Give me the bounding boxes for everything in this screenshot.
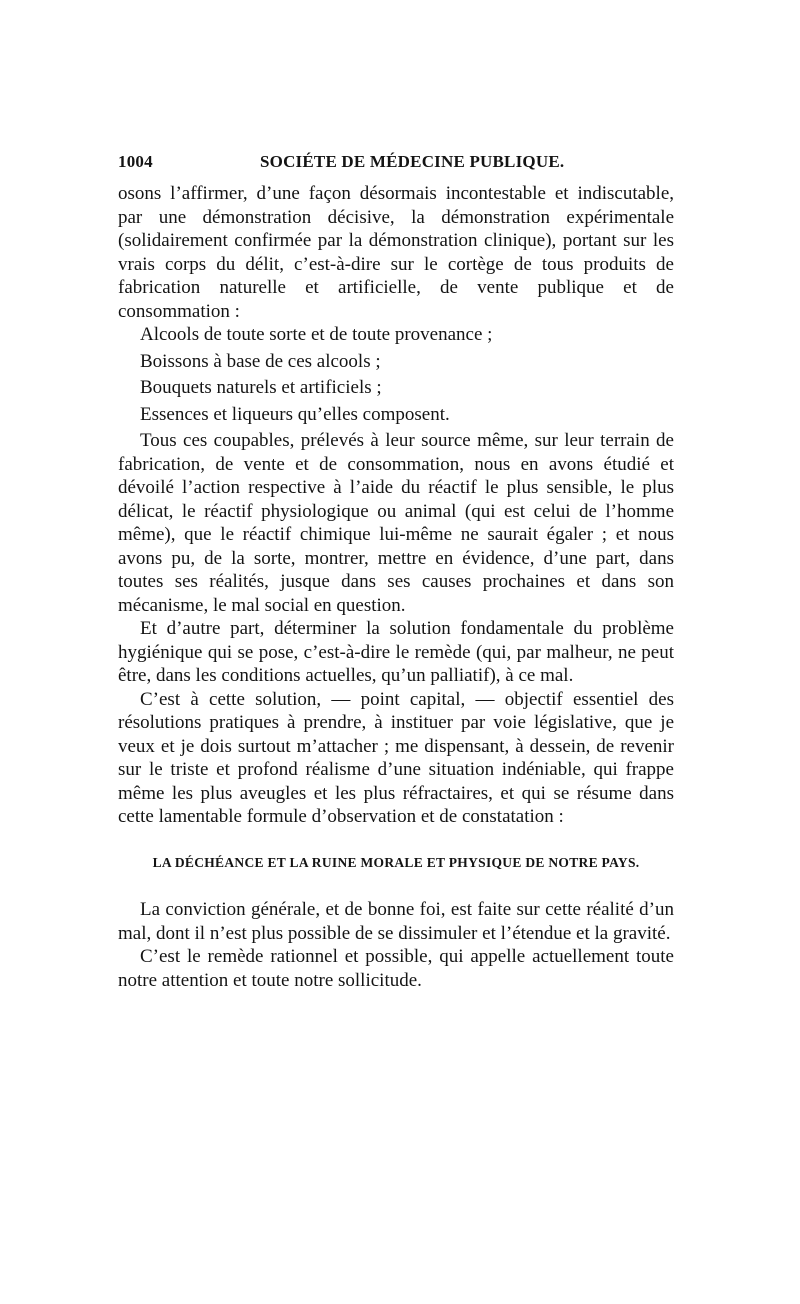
book-page: [118, 148, 674, 992]
list-item: Alcools de toute sorte et de toute provenance ;: [140, 324, 493, 345]
paragraph: Et d’autre part, déterminer la solution fondamentale du problème hygiénique qui se pose, c’est-à-dire le remède (qui, par malheur, ne peut être, dans les conditions actuelles, qu’un palliatif), à ce mal.: [118, 618, 674, 686]
paragraph: C’est le remède rationnel et possible, qui appelle actuellement toute notre attention et toute notre sollicitude.: [118, 946, 674, 991]
body-text: [118, 182, 674, 992]
section-heading: LA DÉCHÉANCE ET LA RUINE MORALE ET PHYSIQUE DE NOTRE PAYS.: [152, 854, 640, 870]
list-item: Essences et liqueurs qu’elles composent.: [140, 403, 450, 425]
running-title: SOCIÉTE DE MÉDECINE PUBLIQUE.: [260, 152, 565, 171]
paragraph: Tous ces coupables, prélevés à leur source même, sur leur terrain de fabrication, de vente et de consommation, nous en avons étudié et dévoilé l’action respective à l’aide du réactif le plus sensible, le plus délicat, le réactif physiologique ou animal (qui est celui de l’homme même), que le réactif chimique lui-même ne saurait égaler ; et nous avons pu, de la sorte, montrer, mettre en évidence, d’une part, dans toutes ses réalités, jusque dans ses causes prochaines et dans son mécanisme, le mal social en question.: [118, 430, 674, 616]
paragraph: C’est à cette solution, — point capital, — objectif essentiel des résolutions pratiques à prendre, à instituer par voie législative, que je veux et je dois surtout m’attacher ; me dispensant, à dessein, de revenir sur le triste et profond réalisme d’une situation indéniable, qui frappe même les plus aveugles et les plus réfractaires, et qui se résume dans cette lamentable formule d’observation et de constatation :: [118, 688, 674, 827]
page-number: 1004: [118, 152, 153, 171]
paragraph: osons l’affirmer, d’une façon désormais incontestable et indiscutable, par une démonstration décisive, la démonstration expérimentale (solidairement confirmée par la démonstration clinique), portant sur les vrais corps du délit, c’est-à-dire sur le cortège de tous produits de fabrication naturelle et artificielle, de vente publique et de consommation :: [118, 183, 674, 322]
list-item: Bouquets naturels et artificiels ;: [140, 377, 382, 398]
paragraph: La conviction générale, et de bonne foi, est faite sur cette réalité d’un mal, dont il n’est plus possible de se dissimuler et l’étendue et la gravité.: [118, 899, 674, 944]
running-header: [118, 148, 674, 174]
list-item: Boissons à base de ces alcools ;: [140, 350, 381, 372]
